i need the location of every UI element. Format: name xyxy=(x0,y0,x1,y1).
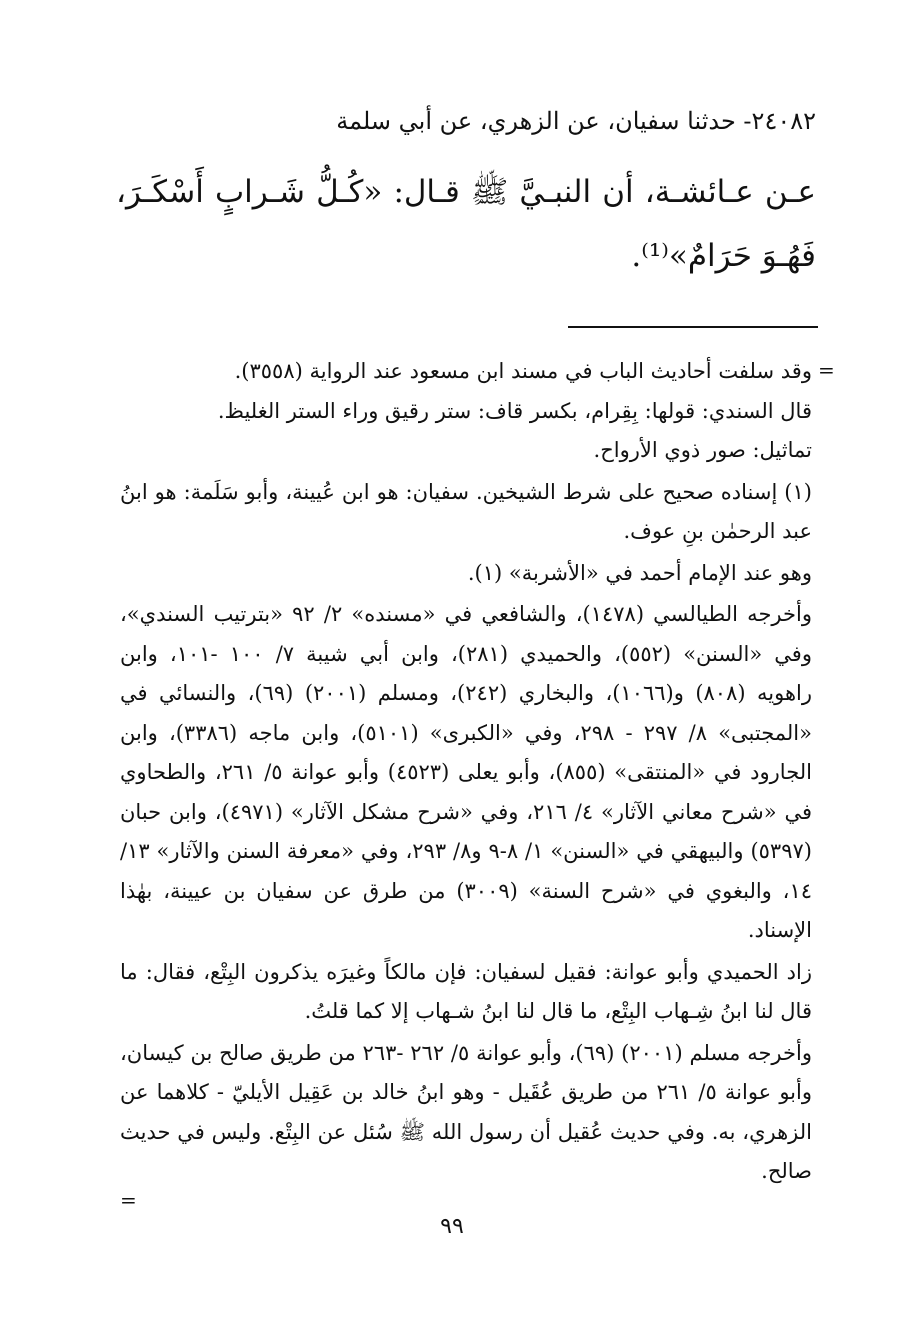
continuation-mark-top: = xyxy=(818,358,835,382)
footnote-separator xyxy=(568,326,818,328)
footnote-paragraph: قال السندي: قولها: بِقِرام، بكسر قاف: ستر رقيق وراء الستر الغليظ. xyxy=(217,398,812,423)
footnote-paragraph: وقد سلفت أحاديث الباب في مسند ابن مسعود عند الرواية (٣٥٥٨). xyxy=(234,359,812,383)
footnote-paragraph: وأخرجه مسلم (٢٠٠١) (٦٩)، وأبو عوانة ٥/ ٢٦٢ -٢٦٣ من طريق صالح بن كيسان، وأبو عوانة ٥/ ٢٦١ من طريق عُقَيل - وهو ابنُ خالد بن عَقِيل الأيليّ - كلاهما عن الزهري، به. وفي حديث عُقيل أن رسول الله ﷺ سُئل عن البِتْع. وليس في حديث صالح. xyxy=(120,1040,812,1183)
footnote-paragraph: زاد الحميدي وأبو عوانة: فقيل لسفيان: فإن مالكاً وغيرَه يذكرون البِتْع، فقال: ما قال لنا ابنُ شِـهاب البِتْع، ما قال لنا ابنُ شـهاب إلا كما قلتُ. xyxy=(120,959,812,1023)
hadith-heading: ٢٤٠٨٢- حدثنا سفيان، عن الزهري، عن أبي سلمة xyxy=(336,107,816,135)
footnotes xyxy=(120,352,812,1192)
footnote-paragraph: (١) إسناده صحيح على شرط الشيخين. سفيان: هو ابن عُيينة، وأبو سَلَمة: هو ابنُ عبد الرحمٰن بنِ عوف. xyxy=(120,479,812,543)
page-number: ٩٩ xyxy=(440,1214,464,1239)
footnote-paragraph: وهو عند الإمام أحمد في «الأشربة» (١). xyxy=(467,560,812,585)
footnote-paragraph: تماثيل: صور ذوي الأرواح. xyxy=(593,438,812,462)
continuation-mark-bottom: = xyxy=(120,1188,137,1212)
footnote-paragraph: وأخرجه الطيالسي (١٤٧٨)، والشافعي في «مسنده» ٢/ ٩٢ «بترتيب السندي»، وفي «السنن» (٥٥٢)، والحميدي (٢٨١)، وابن أبي شيبة ٧/ ١٠٠ -١٠١، وابن راهويه (٨٠٨) و(١٠٦٦)، والبخاري (٢٤٢)، ومسلم (٢٠٠١) (٦٩)، والنسائي في «المجتبى» ٨/ ٢٩٧ - ٢٩٨، وفي «الكبرى» (٥١٠١)، وابن ماجه (٣٣٨٦)، وابن الجارود في «المنتقى» (٨٥٥)، وأبو يعلى (٤٥٢٣) وأبو عوانة ٥/ ٢٦١، والطحاوي في «شرح معاني الآثار» ٤/ ٢١٦، وفي «شرح مشكل الآثار» (٤٩٧١)، وابن حبان (٥٣٩٧) والبيهقي في «السنن» ١/ ٨-٩ و٨/ ٢٩٣، وفي «معرفة السنن والآثار» ١٣/ ١٤، والبغوي في «شرح السنة» (٣٠٠٩) من طرق عن سفيان بن عيينة، بهٰذا الإسناد. xyxy=(120,602,813,942)
hadith-text: عـن عـائشـة، أن النبـيَّ ﷺ قـال: «كُـلُّ شَـرابٍ أَسْكَـرَ، فَهُـوَ حَرَامٌ»⁽¹⁾. xyxy=(116,174,816,274)
